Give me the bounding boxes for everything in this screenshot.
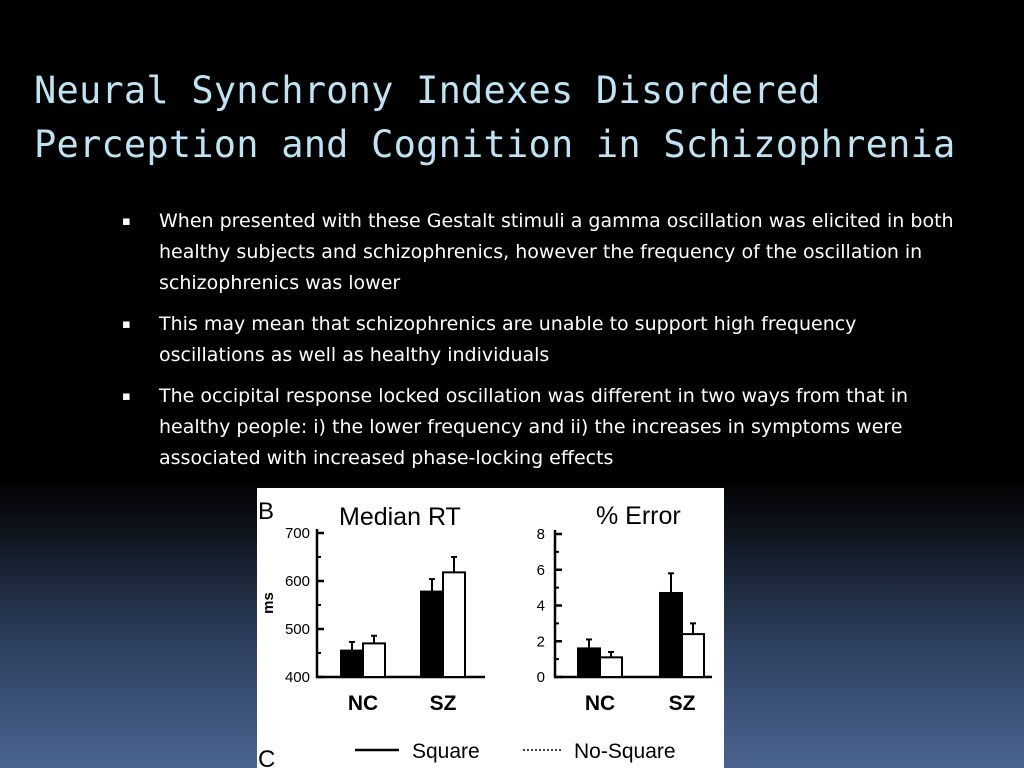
median-rt-y-tick-label: 500 [284, 621, 310, 638]
bullet-text: When presented with these Gestalt stimuli a gamma oscillation was elicited in both healthy subjects and schizophrenics, however the frequency of the oscillation in schizophrenics was lower [159, 210, 954, 294]
bullet-item [122, 309, 962, 371]
median-rt-bar-sz-no-square [443, 572, 465, 677]
slide-title-line-2: Perception and Cognition in Schizophrenia [34, 123, 956, 166]
bullet-text: The occipital response locked oscillation was different in two ways from that in healthy people: i) the lower frequency and ii) the increases in symptoms were associated with increased phase-locking effects [159, 385, 909, 469]
bullet-marker-icon: ▪ [122, 214, 131, 229]
median-rt-y-axis-label: ms [260, 592, 277, 614]
bullet-text: This may mean that schizophrenics are unable to support high frequency oscillations as well as healthy individuals [159, 313, 857, 366]
bullet-marker-icon: ▪ [122, 389, 131, 404]
bullet-item [122, 381, 962, 474]
median-rt-category-label: SZ [429, 692, 457, 715]
median-rt-bar-nc-no-square [363, 643, 385, 677]
bullet-item [122, 206, 962, 299]
median-rt-y-tick-label: 700 [284, 525, 310, 542]
error-y-tick-label: 6 [536, 561, 545, 579]
error-category-label: SZ [668, 692, 696, 715]
legend-no-square-label: No-Square [574, 740, 676, 763]
legend [355, 740, 676, 763]
error-chart [537, 502, 712, 715]
error-bar-nc-square [578, 648, 600, 677]
bullet-marker-icon: ▪ [122, 317, 131, 332]
panel-c-label: C [258, 746, 276, 768]
error-bar-nc-no-square [600, 657, 622, 677]
median-rt-bar-nc-square [341, 651, 363, 677]
slide-title-line-1: Neural Synchrony Indexes Disordered [34, 69, 821, 112]
error-category-label: NC [584, 692, 616, 715]
error-y-tick-label: 4 [536, 597, 545, 615]
median-rt-category-label: NC [347, 692, 379, 715]
median-rt-chart [260, 503, 485, 715]
median-rt-bar-sz-square [421, 592, 443, 677]
median-rt-y-tick-label: 400 [284, 669, 310, 686]
error-y-tick-label: 2 [536, 633, 545, 651]
median-rt-y-tick-label: 600 [284, 573, 310, 590]
slide-title [34, 64, 956, 172]
error-y-tick-label: 8 [536, 526, 545, 543]
median-rt-chart-title: Median RT [339, 503, 461, 531]
error-y-tick-label: 0 [536, 669, 545, 686]
legend-square-label: Square [412, 740, 480, 763]
error-bar-sz-square [660, 593, 682, 677]
results-figure [257, 488, 724, 768]
results-figure-svg [257, 488, 724, 768]
bullet-list [122, 206, 962, 484]
panel-b-label: B [258, 498, 275, 525]
error-bar-sz-no-square [682, 634, 704, 677]
error-chart-title: % Error [596, 502, 681, 530]
